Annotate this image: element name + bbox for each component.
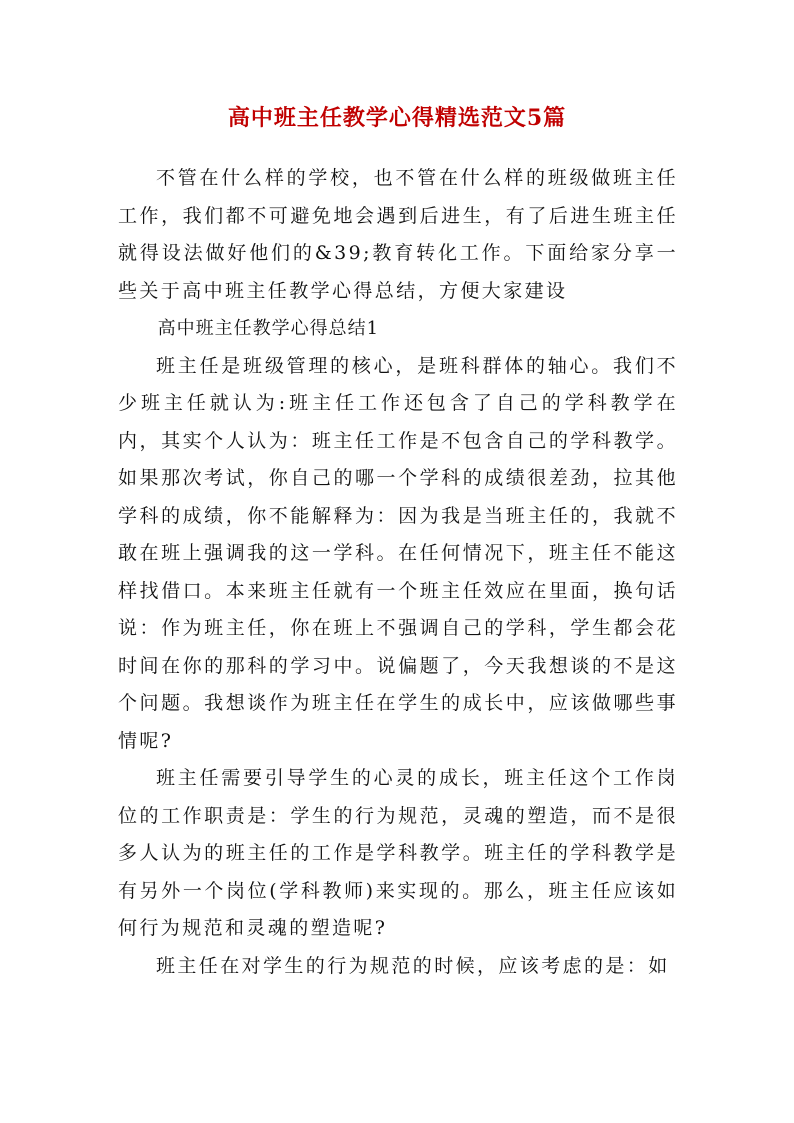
document-title: 高中班主任教学心得精选范文5篇 [227, 105, 567, 131]
document-body [118, 160, 678, 985]
section-heading: 高中班主任教学心得总结1 [157, 318, 380, 339]
intro-paragraph: 不管在什么样的学校，也不管在什么样的班级做班主任工作，我们都不可避免地会遇到后进生，有了后进生班主任就得设法做好他们的&39;教育转化工作。下面给家分享一些关于高中班主任教学心得总结，方便大家建设 [118, 167, 678, 302]
body-paragraph: 班主任需要引导学生的心灵的成长，班主任这个工作岗位的工作职责是：学生的行为规范，灵魂的塑造，而不是很多人认为的班主任的工作是学科教学。班主任的学科教学是有另外一个岗位(学科教师)来实现的。那么，班主任应该如何行为规范和灵魂的塑造呢? [118, 767, 678, 939]
body-paragraph: 班主任是班级管理的核心，是班科群体的轴心。我们不少班主任就认为:班主任工作还包含了自己的学科教学在内，其实个人认为：班主任工作是不包含自己的学科教学。如果那次考试，你自己的哪一个学科的成绩很差劲，拉其他学科的成绩，你不能解释为：因为我是当班主任的，我就不敢在班上强调我的这一学科。在任何情况下，班主任不能这样找借口。本来班主任就有一个班主任效应在里面，换句话说：作为班主任，你在班上不强调自己的学科，学生都会花时间在你的那科的学习中。说偏题了，今天我想谈的不是这个问题。我想谈作为班主任在学生的成长中，应该做哪些事情呢? [118, 354, 678, 752]
body-paragraph: 班主任在对学生的行为规范的时候，应该考虑的是：如 [156, 954, 670, 977]
